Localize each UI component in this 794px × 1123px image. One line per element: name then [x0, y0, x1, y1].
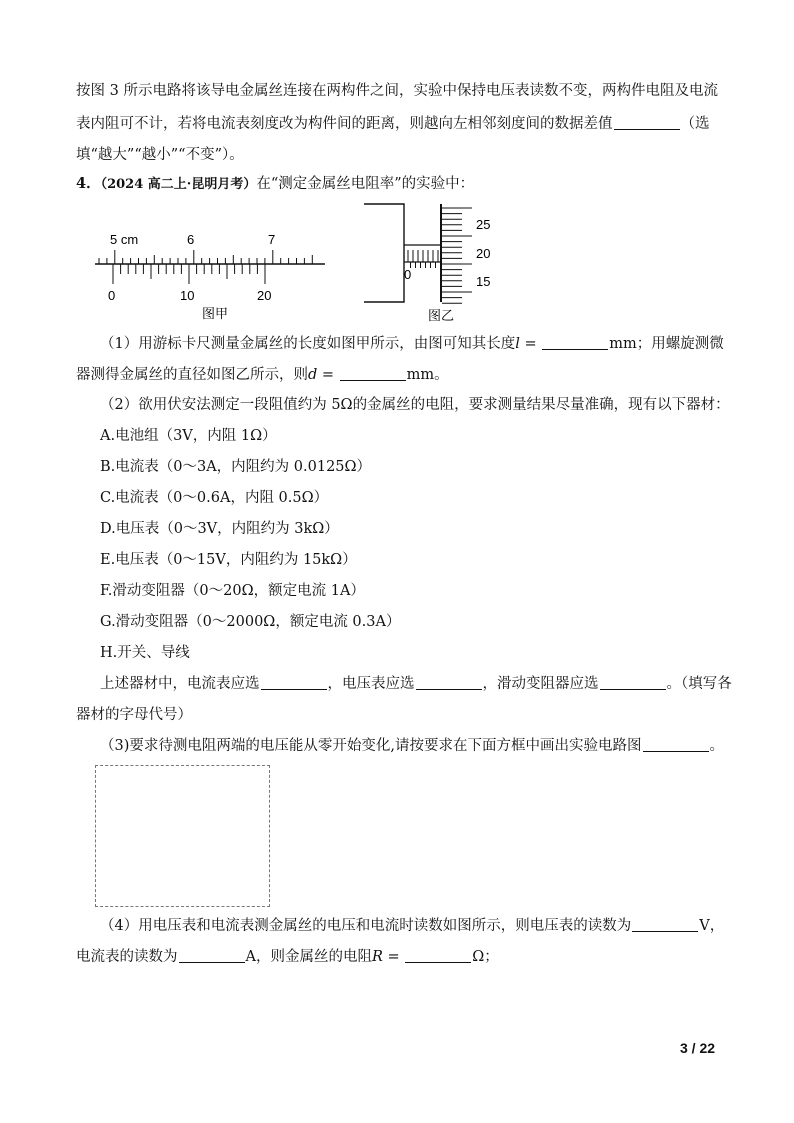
- part3-text: （3)要求待测电阻两端的电压能从零开始变化,请按要求在下面方框中画出实验电路图: [100, 738, 642, 754]
- part4-text: V，: [699, 918, 725, 934]
- current-blank[interactable]: [179, 948, 245, 963]
- main-scale-label: 6: [187, 232, 195, 247]
- ammeter-blank[interactable]: [261, 675, 327, 690]
- var-r: R: [371, 949, 383, 965]
- part2-selection-line-2: 器材的字母代号）: [76, 707, 192, 723]
- question-header: [76, 173, 474, 196]
- equipment-item-e: E.电压表（0～15V，内阻约为 15kΩ）: [100, 552, 357, 568]
- sleeve-zero-label: 0: [404, 267, 412, 282]
- intro-line-1: 按图 3 所示电路将该导电金属丝连接在两构件之间，实验中保持电压表读数不变，两构件电阻及电流: [76, 83, 718, 99]
- main-scale-label: 7: [268, 232, 276, 247]
- part1-text: 器测得金属丝的直径如图乙所示，则: [76, 367, 308, 383]
- vernier-label: 0: [108, 288, 116, 303]
- main-scale-label: 5 cm: [110, 232, 139, 247]
- part1-text: mm。: [406, 367, 449, 383]
- intro-line-2: [76, 113, 710, 135]
- equipment-item-g: G.滑动变阻器（0～2000Ω，额定电流 0.3A）: [100, 614, 401, 630]
- circuit-blank[interactable]: [643, 737, 709, 752]
- part4-line-1: [100, 915, 724, 937]
- part1-text: mm；用螺旋测微: [609, 336, 724, 352]
- part4-text: A，则金属丝的电阻: [245, 949, 372, 965]
- question-source: （2024 高二上·昆明月考）: [100, 177, 257, 192]
- figure-caption: 图乙: [428, 308, 455, 323]
- thimble-label: 25: [476, 217, 491, 232]
- part2-text: ，滑动变阻器应选: [482, 676, 599, 692]
- thimble-ticks: [442, 208, 472, 303]
- page-number: 3 / 22: [680, 1040, 716, 1056]
- sleeve-ticks: [408, 250, 438, 268]
- var-l: l: [515, 336, 520, 352]
- part1-text: （1）用游标卡尺测量金属丝的长度如图甲所示，由图可知其长度: [100, 336, 516, 352]
- question-title: 在“测定金属丝电阻率”的实验中：: [256, 176, 475, 192]
- question-number: 4．: [76, 175, 101, 192]
- resistance-blank[interactable]: [405, 948, 471, 963]
- vernier-caliper-figure: [90, 222, 330, 322]
- part2-selection-line: [100, 673, 732, 695]
- circuit-drawing-box[interactable]: [95, 765, 270, 907]
- equipment-item-f: F.滑动变阻器（0～20Ω，额定电流 1A）: [100, 583, 365, 599]
- thimble-edge: [440, 204, 442, 302]
- part4-text: （4）用电压表和电流表测金属丝的电压和电流时读数如图所示，则电压表的读数为: [100, 918, 632, 934]
- part2-text: 。（填写各: [666, 676, 732, 692]
- vernier-label: 10: [180, 288, 195, 303]
- vernier-label: 20: [257, 288, 272, 303]
- part3-line: [100, 735, 724, 757]
- var-d: d: [308, 367, 318, 383]
- micrometer-frame: [364, 204, 404, 302]
- equipment-item-c: C.电流表（0～0.6A，内阻 0.5Ω）: [100, 490, 329, 506]
- equipment-item-a: A.电池组（3V，内阻 1Ω）: [100, 428, 277, 444]
- thimble-label: 15: [476, 274, 491, 289]
- micrometer-figure: [362, 200, 512, 325]
- equipment-item-d: D.电压表（0～3V，内阻约为 3kΩ）: [100, 521, 339, 537]
- part1-line-1: [100, 333, 724, 355]
- diameter-blank[interactable]: [340, 366, 406, 381]
- part4-text: 电流表的读数为: [76, 949, 178, 965]
- main-scale-ticks: [99, 250, 312, 264]
- answer-blank[interactable]: [614, 115, 680, 130]
- part2-text: ，电压表应选: [327, 676, 415, 692]
- equals-sign: =: [519, 336, 542, 352]
- voltage-blank[interactable]: [632, 917, 698, 932]
- intro-line-3: 填“越大”“越小”“不变”）。: [76, 147, 244, 163]
- intro-text: （选: [680, 116, 710, 132]
- intro-text: 表内阻可不计，若将电流表刻度改为构件间的距离，则越向左相邻刻度间的数据差值: [76, 116, 613, 132]
- part2-intro: （2）欲用伏安法测定一段阻值约为 5Ω的金属丝的电阻，要求测量结果尽量准确，现有以下器材：: [100, 397, 730, 413]
- equipment-item-h: H.开关、导线: [100, 645, 190, 661]
- part3-text: 。: [709, 738, 724, 754]
- vernier-scale-ticks: [113, 264, 265, 284]
- voltmeter-blank[interactable]: [416, 675, 482, 690]
- equipment-item-b: B.电流表（0～3A，内阻约为 0.0125Ω）: [100, 459, 372, 475]
- thimble-label: 20: [476, 246, 491, 261]
- rheostat-blank[interactable]: [600, 675, 666, 690]
- equals-sign: =: [317, 367, 339, 383]
- length-blank[interactable]: [542, 335, 608, 350]
- part1-line-2: [76, 364, 449, 386]
- part2-text: 上述器材中，电流表应选: [100, 676, 260, 692]
- part4-text: Ω；: [472, 949, 499, 965]
- figure-caption: 图甲: [202, 306, 229, 321]
- part4-line-2: [76, 946, 499, 968]
- equals-sign: =: [382, 949, 405, 965]
